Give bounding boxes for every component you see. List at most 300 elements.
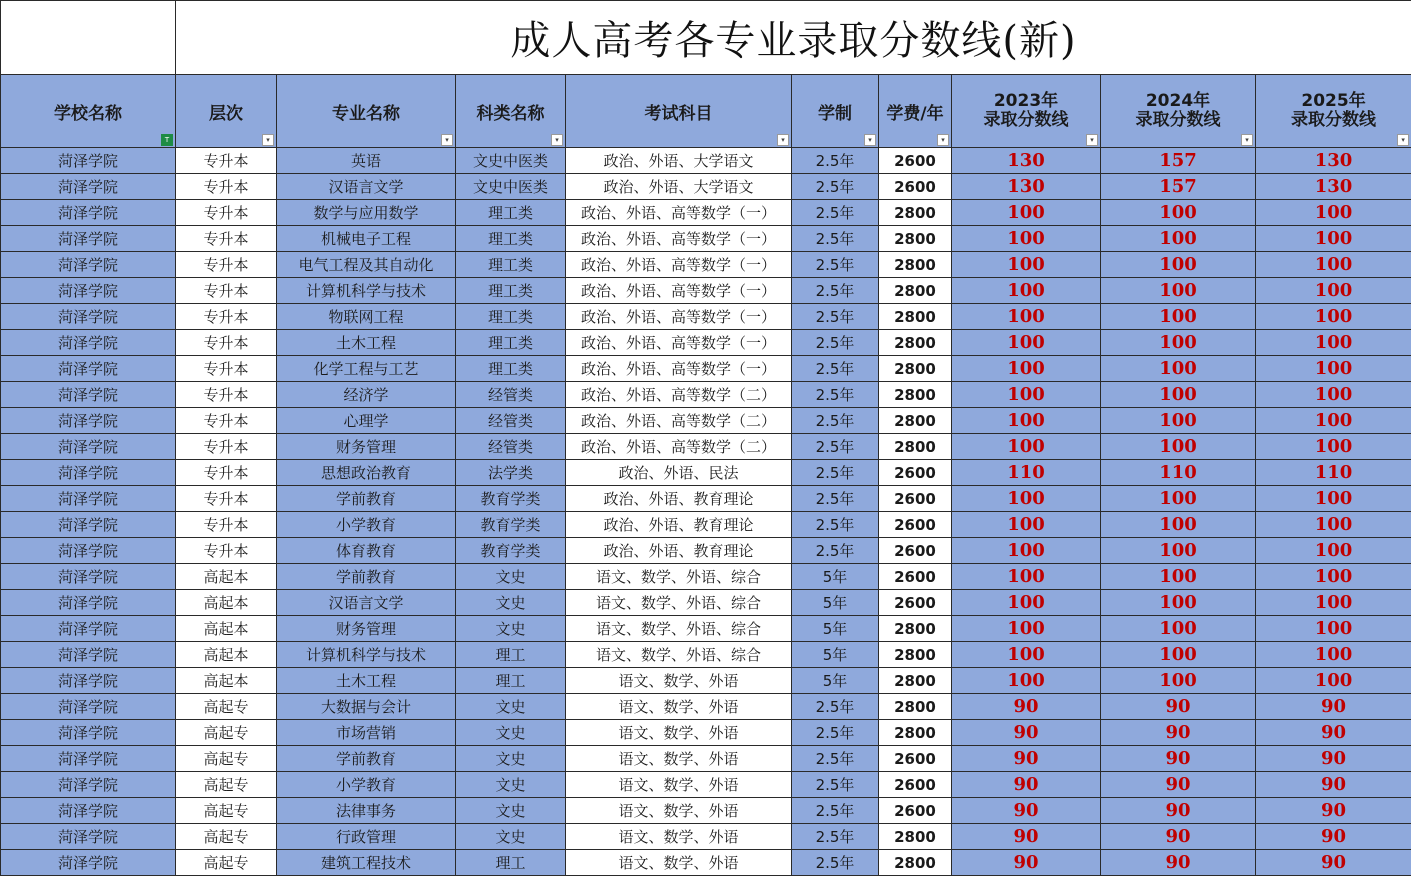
cell-score-2025[interactable]: 100 (1256, 642, 1411, 668)
cell-major[interactable]: 土木工程 (277, 668, 456, 694)
cell-score-2025[interactable]: 100 (1256, 356, 1411, 382)
cell-score-2024[interactable]: 100 (1101, 382, 1256, 408)
cell-duration[interactable]: 2.5年 (792, 226, 879, 252)
cell-category[interactable]: 经管类 (456, 408, 566, 434)
cell-subjects[interactable]: 语文、数学、外语 (566, 668, 792, 694)
cell-category[interactable]: 理工 (456, 668, 566, 694)
cell-major[interactable]: 电气工程及其自动化 (277, 252, 456, 278)
cell-duration[interactable]: 5年 (792, 668, 879, 694)
cell-fee[interactable]: 2600 (879, 148, 952, 174)
cell-score-2025[interactable]: 90 (1256, 850, 1411, 876)
cell-score-2025[interactable]: 110 (1256, 460, 1411, 486)
cell-score-2025[interactable]: 100 (1256, 200, 1411, 226)
cell-school[interactable]: 菏泽学院 (1, 824, 176, 850)
cell-level[interactable]: 专升本 (176, 434, 277, 460)
cell-score-2024[interactable]: 100 (1101, 668, 1256, 694)
cell-score-2025[interactable]: 100 (1256, 304, 1411, 330)
cell-score-2023[interactable]: 100 (952, 616, 1101, 642)
cell-school[interactable]: 菏泽学院 (1, 564, 176, 590)
table-row (1, 148, 1411, 174)
cell-category[interactable]: 理工类 (456, 330, 566, 356)
cell-fee[interactable]: 2600 (879, 590, 952, 616)
cell-fee[interactable]: 2800 (879, 720, 952, 746)
cell-major[interactable]: 英语 (277, 148, 456, 174)
cell-score-2025[interactable]: 90 (1256, 824, 1411, 850)
cell-level[interactable]: 高起专 (176, 798, 277, 824)
cell-major[interactable]: 小学教育 (277, 772, 456, 798)
cell-duration[interactable]: 2.5年 (792, 746, 879, 772)
cell-school[interactable]: 菏泽学院 (1, 356, 176, 382)
cell-category[interactable]: 理工类 (456, 226, 566, 252)
cell-score-2023[interactable]: 90 (952, 850, 1101, 876)
cell-duration[interactable]: 2.5年 (792, 798, 879, 824)
cell-category[interactable]: 文史中医类 (456, 148, 566, 174)
cell-subjects[interactable]: 政治、外语、高等数学（一） (566, 356, 792, 382)
cell-score-2024[interactable]: 100 (1101, 252, 1256, 278)
cell-major[interactable]: 化学工程与工艺 (277, 356, 456, 382)
cell-school[interactable]: 菏泽学院 (1, 174, 176, 200)
cell-score-2023[interactable]: 90 (952, 798, 1101, 824)
cell-level[interactable]: 专升本 (176, 226, 277, 252)
cell-school[interactable]: 菏泽学院 (1, 408, 176, 434)
cell-level[interactable]: 高起本 (176, 590, 277, 616)
cell-category[interactable]: 经管类 (456, 434, 566, 460)
cell-major[interactable]: 汉语言文学 (277, 590, 456, 616)
cell-fee[interactable]: 2600 (879, 798, 952, 824)
cell-duration[interactable]: 5年 (792, 564, 879, 590)
cell-category[interactable]: 理工 (456, 850, 566, 876)
cell-score-2024[interactable]: 90 (1101, 824, 1256, 850)
filter-dropdown-icon[interactable]: ▾ (937, 134, 949, 146)
cell-score-2023[interactable]: 90 (952, 824, 1101, 850)
cell-score-2024[interactable]: 100 (1101, 304, 1256, 330)
cell-duration[interactable]: 2.5年 (792, 824, 879, 850)
cell-duration[interactable]: 2.5年 (792, 486, 879, 512)
cell-score-2024[interactable]: 100 (1101, 200, 1256, 226)
cell-score-2024[interactable]: 100 (1101, 408, 1256, 434)
cell-level[interactable]: 高起专 (176, 824, 277, 850)
cell-duration[interactable]: 2.5年 (792, 720, 879, 746)
cell-category[interactable]: 文史中医类 (456, 174, 566, 200)
cell-fee[interactable]: 2600 (879, 564, 952, 590)
cell-duration[interactable]: 2.5年 (792, 330, 879, 356)
cell-major[interactable]: 财务管理 (277, 616, 456, 642)
cell-score-2023[interactable]: 100 (952, 668, 1101, 694)
cell-level[interactable]: 高起专 (176, 694, 277, 720)
cell-level[interactable]: 专升本 (176, 278, 277, 304)
cell-major[interactable]: 思想政治教育 (277, 460, 456, 486)
cell-major[interactable]: 小学教育 (277, 512, 456, 538)
cell-score-2025[interactable]: 100 (1256, 668, 1411, 694)
cell-major[interactable]: 土木工程 (277, 330, 456, 356)
cell-category[interactable]: 经管类 (456, 382, 566, 408)
cell-school[interactable]: 菏泽学院 (1, 616, 176, 642)
cell-category[interactable]: 文史 (456, 616, 566, 642)
cell-score-2025[interactable]: 90 (1256, 772, 1411, 798)
cell-score-2023[interactable]: 100 (952, 408, 1101, 434)
cell-duration[interactable]: 5年 (792, 642, 879, 668)
cell-level[interactable]: 专升本 (176, 512, 277, 538)
cell-subjects[interactable]: 语文、数学、外语 (566, 850, 792, 876)
cell-score-2023[interactable]: 100 (952, 564, 1101, 590)
cell-fee[interactable]: 2600 (879, 746, 952, 772)
cell-major[interactable]: 计算机科学与技术 (277, 642, 456, 668)
cell-school[interactable]: 菏泽学院 (1, 252, 176, 278)
cell-fee[interactable]: 2800 (879, 850, 952, 876)
cell-school[interactable]: 菏泽学院 (1, 772, 176, 798)
cell-score-2024[interactable]: 100 (1101, 434, 1256, 460)
cell-major[interactable]: 市场营销 (277, 720, 456, 746)
cell-school[interactable]: 菏泽学院 (1, 460, 176, 486)
cell-category[interactable]: 教育学类 (456, 512, 566, 538)
cell-level[interactable]: 专升本 (176, 174, 277, 200)
cell-score-2025[interactable]: 100 (1256, 616, 1411, 642)
cell-fee[interactable]: 2600 (879, 486, 952, 512)
cell-duration[interactable]: 2.5年 (792, 278, 879, 304)
cell-major[interactable]: 体育教育 (277, 538, 456, 564)
cell-category[interactable]: 文史 (456, 824, 566, 850)
cell-level[interactable]: 专升本 (176, 356, 277, 382)
filter-active-icon[interactable]: T (161, 134, 173, 146)
cell-subjects[interactable]: 政治、外语、高等数学（二） (566, 434, 792, 460)
cell-score-2024[interactable]: 100 (1101, 538, 1256, 564)
cell-score-2023[interactable]: 100 (952, 538, 1101, 564)
cell-fee[interactable]: 2600 (879, 538, 952, 564)
cell-score-2025[interactable]: 100 (1256, 252, 1411, 278)
cell-school[interactable]: 菏泽学院 (1, 486, 176, 512)
cell-school[interactable]: 菏泽学院 (1, 590, 176, 616)
cell-category[interactable]: 理工 (456, 642, 566, 668)
cell-score-2024[interactable]: 90 (1101, 850, 1256, 876)
cell-category[interactable]: 理工类 (456, 278, 566, 304)
cell-score-2023[interactable]: 90 (952, 746, 1101, 772)
cell-duration[interactable]: 2.5年 (792, 200, 879, 226)
cell-category[interactable]: 法学类 (456, 460, 566, 486)
cell-level[interactable]: 高起本 (176, 616, 277, 642)
cell-fee[interactable]: 2600 (879, 772, 952, 798)
header-level (176, 75, 277, 148)
cell-fee[interactable]: 2800 (879, 252, 952, 278)
cell-duration[interactable]: 2.5年 (792, 174, 879, 200)
cell-score-2025[interactable]: 130 (1256, 148, 1411, 174)
cell-score-2025[interactable]: 100 (1256, 564, 1411, 590)
cell-school[interactable]: 菏泽学院 (1, 512, 176, 538)
cell-major[interactable]: 大数据与会计 (277, 694, 456, 720)
cell-subjects[interactable]: 政治、外语、教育理论 (566, 512, 792, 538)
cell-fee[interactable]: 2800 (879, 226, 952, 252)
cell-score-2024[interactable]: 110 (1101, 460, 1256, 486)
cell-fee[interactable]: 2800 (879, 642, 952, 668)
cell-duration[interactable]: 2.5年 (792, 382, 879, 408)
cell-major[interactable]: 经济学 (277, 382, 456, 408)
filter-dropdown-icon[interactable]: ▾ (864, 134, 876, 146)
cell-score-2023[interactable]: 100 (952, 382, 1101, 408)
cell-major[interactable]: 财务管理 (277, 434, 456, 460)
cell-score-2024[interactable]: 100 (1101, 356, 1256, 382)
cell-major[interactable]: 法律事务 (277, 798, 456, 824)
cell-level[interactable]: 专升本 (176, 148, 277, 174)
cell-score-2024[interactable]: 100 (1101, 226, 1256, 252)
cell-school[interactable]: 菏泽学院 (1, 538, 176, 564)
corner-cell[interactable] (1, 1, 176, 75)
cell-subjects[interactable]: 语文、数学、外语、综合 (566, 590, 792, 616)
cell-score-2025[interactable]: 100 (1256, 590, 1411, 616)
cell-score-2024[interactable]: 157 (1101, 148, 1256, 174)
cell-category[interactable]: 文史 (456, 590, 566, 616)
cell-score-2024[interactable]: 100 (1101, 486, 1256, 512)
cell-school[interactable]: 菏泽学院 (1, 798, 176, 824)
cell-score-2023[interactable]: 100 (952, 486, 1101, 512)
cell-category[interactable]: 理工类 (456, 252, 566, 278)
cell-level[interactable]: 高起本 (176, 642, 277, 668)
cell-score-2023[interactable]: 100 (952, 200, 1101, 226)
filter-dropdown-icon[interactable]: ▾ (777, 134, 789, 146)
cell-duration[interactable]: 2.5年 (792, 772, 879, 798)
cell-score-2023[interactable]: 100 (952, 330, 1101, 356)
cell-major[interactable]: 行政管理 (277, 824, 456, 850)
cell-subjects[interactable]: 语文、数学、外语 (566, 772, 792, 798)
table-row (1, 174, 1411, 200)
cell-subjects[interactable]: 语文、数学、外语、综合 (566, 564, 792, 590)
cell-school[interactable]: 菏泽学院 (1, 434, 176, 460)
cell-score-2023[interactable]: 100 (952, 642, 1101, 668)
cell-score-2024[interactable]: 100 (1101, 642, 1256, 668)
cell-score-2025[interactable]: 100 (1256, 486, 1411, 512)
cell-fee[interactable]: 2800 (879, 434, 952, 460)
cell-fee[interactable]: 2800 (879, 278, 952, 304)
cell-fee[interactable]: 2800 (879, 668, 952, 694)
cell-subjects[interactable]: 政治、外语、高等数学（一） (566, 304, 792, 330)
cell-fee[interactable]: 2800 (879, 304, 952, 330)
cell-subjects[interactable]: 语文、数学、外语 (566, 798, 792, 824)
cell-score-2025[interactable]: 100 (1256, 512, 1411, 538)
cell-score-2025[interactable]: 90 (1256, 798, 1411, 824)
filter-dropdown-icon[interactable]: ▾ (1086, 134, 1098, 146)
cell-major[interactable]: 物联网工程 (277, 304, 456, 330)
cell-fee[interactable]: 2800 (879, 356, 952, 382)
cell-school[interactable]: 菏泽学院 (1, 668, 176, 694)
cell-duration[interactable]: 2.5年 (792, 694, 879, 720)
cell-subjects[interactable]: 政治、外语、教育理论 (566, 486, 792, 512)
cell-score-2024[interactable]: 90 (1101, 720, 1256, 746)
cell-score-2023[interactable]: 110 (952, 460, 1101, 486)
table-body (1, 148, 1411, 876)
cell-school[interactable]: 菏泽学院 (1, 226, 176, 252)
cell-fee[interactable]: 2800 (879, 694, 952, 720)
cell-duration[interactable]: 2.5年 (792, 460, 879, 486)
cell-score-2025[interactable]: 100 (1256, 226, 1411, 252)
cell-fee[interactable]: 2800 (879, 200, 952, 226)
cell-fee[interactable]: 2800 (879, 408, 952, 434)
cell-level[interactable]: 高起本 (176, 564, 277, 590)
cell-subjects[interactable]: 语文、数学、外语 (566, 694, 792, 720)
cell-score-2024[interactable]: 90 (1101, 746, 1256, 772)
cell-level[interactable]: 专升本 (176, 408, 277, 434)
table-row (1, 798, 1411, 824)
cell-duration[interactable]: 5年 (792, 616, 879, 642)
cell-major[interactable]: 心理学 (277, 408, 456, 434)
cell-duration[interactable]: 2.5年 (792, 512, 879, 538)
cell-score-2025[interactable]: 100 (1256, 382, 1411, 408)
cell-subjects[interactable]: 政治、外语、高等数学（二） (566, 382, 792, 408)
filter-dropdown-icon[interactable]: ▾ (262, 134, 274, 146)
cell-score-2023[interactable]: 100 (952, 304, 1101, 330)
cell-score-2023[interactable]: 90 (952, 720, 1101, 746)
cell-major[interactable]: 机械电子工程 (277, 226, 456, 252)
cell-category[interactable]: 理工类 (456, 356, 566, 382)
cell-score-2024[interactable]: 100 (1101, 590, 1256, 616)
cell-major[interactable]: 数学与应用数学 (277, 200, 456, 226)
cell-score-2023[interactable]: 90 (952, 772, 1101, 798)
cell-duration[interactable]: 5年 (792, 590, 879, 616)
cell-fee[interactable]: 2800 (879, 824, 952, 850)
cell-score-2024[interactable]: 100 (1101, 330, 1256, 356)
cell-score-2023[interactable]: 90 (952, 694, 1101, 720)
cell-category[interactable]: 文史 (456, 772, 566, 798)
cell-level[interactable]: 高起专 (176, 720, 277, 746)
cell-level[interactable]: 专升本 (176, 460, 277, 486)
cell-school[interactable]: 菏泽学院 (1, 642, 176, 668)
cell-category[interactable]: 教育学类 (456, 486, 566, 512)
table-row (1, 564, 1411, 590)
table-row (1, 642, 1411, 668)
cell-school[interactable]: 菏泽学院 (1, 200, 176, 226)
cell-major[interactable]: 汉语言文学 (277, 174, 456, 200)
cell-duration[interactable]: 2.5年 (792, 538, 879, 564)
cell-subjects[interactable]: 政治、外语、大学语文 (566, 148, 792, 174)
filter-dropdown-icon[interactable]: ▾ (441, 134, 453, 146)
cell-category[interactable]: 文史 (456, 694, 566, 720)
cell-major[interactable]: 学前教育 (277, 564, 456, 590)
cell-category[interactable]: 文史 (456, 746, 566, 772)
cell-score-2024[interactable]: 100 (1101, 564, 1256, 590)
cell-subjects[interactable]: 政治、外语、大学语文 (566, 174, 792, 200)
cell-school[interactable]: 菏泽学院 (1, 720, 176, 746)
cell-subjects[interactable]: 政治、外语、教育理论 (566, 538, 792, 564)
cell-category[interactable]: 理工类 (456, 304, 566, 330)
cell-level[interactable]: 专升本 (176, 538, 277, 564)
cell-score-2024[interactable]: 157 (1101, 174, 1256, 200)
cell-school[interactable]: 菏泽学院 (1, 330, 176, 356)
cell-duration[interactable]: 2.5年 (792, 434, 879, 460)
cell-score-2025[interactable]: 100 (1256, 408, 1411, 434)
cell-duration[interactable]: 2.5年 (792, 252, 879, 278)
cell-score-2023[interactable]: 100 (952, 252, 1101, 278)
cell-score-2023[interactable]: 100 (952, 226, 1101, 252)
cell-score-2023[interactable]: 100 (952, 512, 1101, 538)
cell-level[interactable]: 专升本 (176, 304, 277, 330)
filter-dropdown-icon[interactable]: ▾ (1241, 134, 1253, 146)
cell-subjects[interactable]: 语文、数学、外语、综合 (566, 642, 792, 668)
cell-score-2024[interactable]: 90 (1101, 772, 1256, 798)
cell-category[interactable]: 教育学类 (456, 538, 566, 564)
cell-school[interactable]: 菏泽学院 (1, 278, 176, 304)
cell-subjects[interactable]: 政治、外语、高等数学（一） (566, 278, 792, 304)
cell-subjects[interactable]: 政治、外语、高等数学（一） (566, 330, 792, 356)
cell-category[interactable]: 文史 (456, 720, 566, 746)
cell-school[interactable]: 菏泽学院 (1, 304, 176, 330)
cell-score-2023[interactable]: 100 (952, 590, 1101, 616)
cell-subjects[interactable]: 政治、外语、高等数学（一） (566, 252, 792, 278)
cell-duration[interactable]: 2.5年 (792, 304, 879, 330)
cell-score-2024[interactable]: 100 (1101, 616, 1256, 642)
cell-school[interactable]: 菏泽学院 (1, 148, 176, 174)
cell-fee[interactable]: 2800 (879, 330, 952, 356)
cell-score-2023[interactable]: 130 (952, 174, 1101, 200)
cell-category[interactable]: 文史 (456, 564, 566, 590)
cell-score-2025[interactable]: 100 (1256, 330, 1411, 356)
cell-score-2025[interactable]: 90 (1256, 694, 1411, 720)
cell-major[interactable]: 学前教育 (277, 746, 456, 772)
cell-fee[interactable]: 2800 (879, 616, 952, 642)
cell-school[interactable]: 菏泽学院 (1, 746, 176, 772)
cell-score-2024[interactable]: 100 (1101, 512, 1256, 538)
header-level-label: 层次 (209, 104, 243, 124)
cell-level[interactable]: 高起专 (176, 772, 277, 798)
cell-category[interactable]: 文史 (456, 798, 566, 824)
cell-score-2025[interactable]: 100 (1256, 278, 1411, 304)
cell-level[interactable]: 专升本 (176, 486, 277, 512)
cell-score-2024[interactable]: 90 (1101, 798, 1256, 824)
table-row (1, 694, 1411, 720)
cell-score-2024[interactable]: 100 (1101, 278, 1256, 304)
cell-fee[interactable]: 2600 (879, 174, 952, 200)
cell-fee[interactable]: 2800 (879, 382, 952, 408)
cell-duration[interactable]: 2.5年 (792, 850, 879, 876)
cell-score-2023[interactable]: 100 (952, 434, 1101, 460)
cell-duration[interactable]: 2.5年 (792, 148, 879, 174)
cell-subjects[interactable]: 语文、数学、外语 (566, 720, 792, 746)
cell-level[interactable]: 高起专 (176, 746, 277, 772)
cell-duration[interactable]: 2.5年 (792, 356, 879, 382)
filter-dropdown-icon[interactable]: ▾ (1397, 134, 1409, 146)
cell-subjects[interactable]: 政治、外语、高等数学（一） (566, 226, 792, 252)
cell-score-2024[interactable]: 90 (1101, 694, 1256, 720)
cell-score-2023[interactable]: 130 (952, 148, 1101, 174)
cell-score-2023[interactable]: 100 (952, 356, 1101, 382)
cell-score-2025[interactable]: 130 (1256, 174, 1411, 200)
cell-subjects[interactable]: 政治、外语、民法 (566, 460, 792, 486)
cell-score-2025[interactable]: 100 (1256, 538, 1411, 564)
cell-school[interactable]: 菏泽学院 (1, 382, 176, 408)
cell-category[interactable]: 理工类 (456, 200, 566, 226)
cell-subjects[interactable]: 语文、数学、外语 (566, 824, 792, 850)
cell-level[interactable]: 专升本 (176, 200, 277, 226)
cell-level[interactable]: 专升本 (176, 252, 277, 278)
cell-school[interactable]: 菏泽学院 (1, 694, 176, 720)
cell-level[interactable]: 专升本 (176, 330, 277, 356)
cell-level[interactable]: 高起本 (176, 668, 277, 694)
cell-score-2023[interactable]: 100 (952, 278, 1101, 304)
cell-subjects[interactable]: 语文、数学、外语 (566, 746, 792, 772)
cell-level[interactable]: 专升本 (176, 382, 277, 408)
cell-score-2025[interactable]: 100 (1256, 434, 1411, 460)
cell-duration[interactable]: 2.5年 (792, 408, 879, 434)
cell-major[interactable]: 计算机科学与技术 (277, 278, 456, 304)
cell-major[interactable]: 学前教育 (277, 486, 456, 512)
cell-major[interactable]: 建筑工程技术 (277, 850, 456, 876)
cell-score-2025[interactable]: 90 (1256, 746, 1411, 772)
cell-subjects[interactable]: 政治、外语、高等数学（一） (566, 200, 792, 226)
filter-dropdown-icon[interactable]: ▾ (551, 134, 563, 146)
cell-level[interactable]: 高起专 (176, 850, 277, 876)
cell-fee[interactable]: 2600 (879, 460, 952, 486)
cell-fee[interactable]: 2600 (879, 512, 952, 538)
cell-school[interactable]: 菏泽学院 (1, 850, 176, 876)
cell-score-2025[interactable]: 90 (1256, 720, 1411, 746)
cell-subjects[interactable]: 政治、外语、高等数学（二） (566, 408, 792, 434)
cell-subjects[interactable]: 语文、数学、外语、综合 (566, 616, 792, 642)
